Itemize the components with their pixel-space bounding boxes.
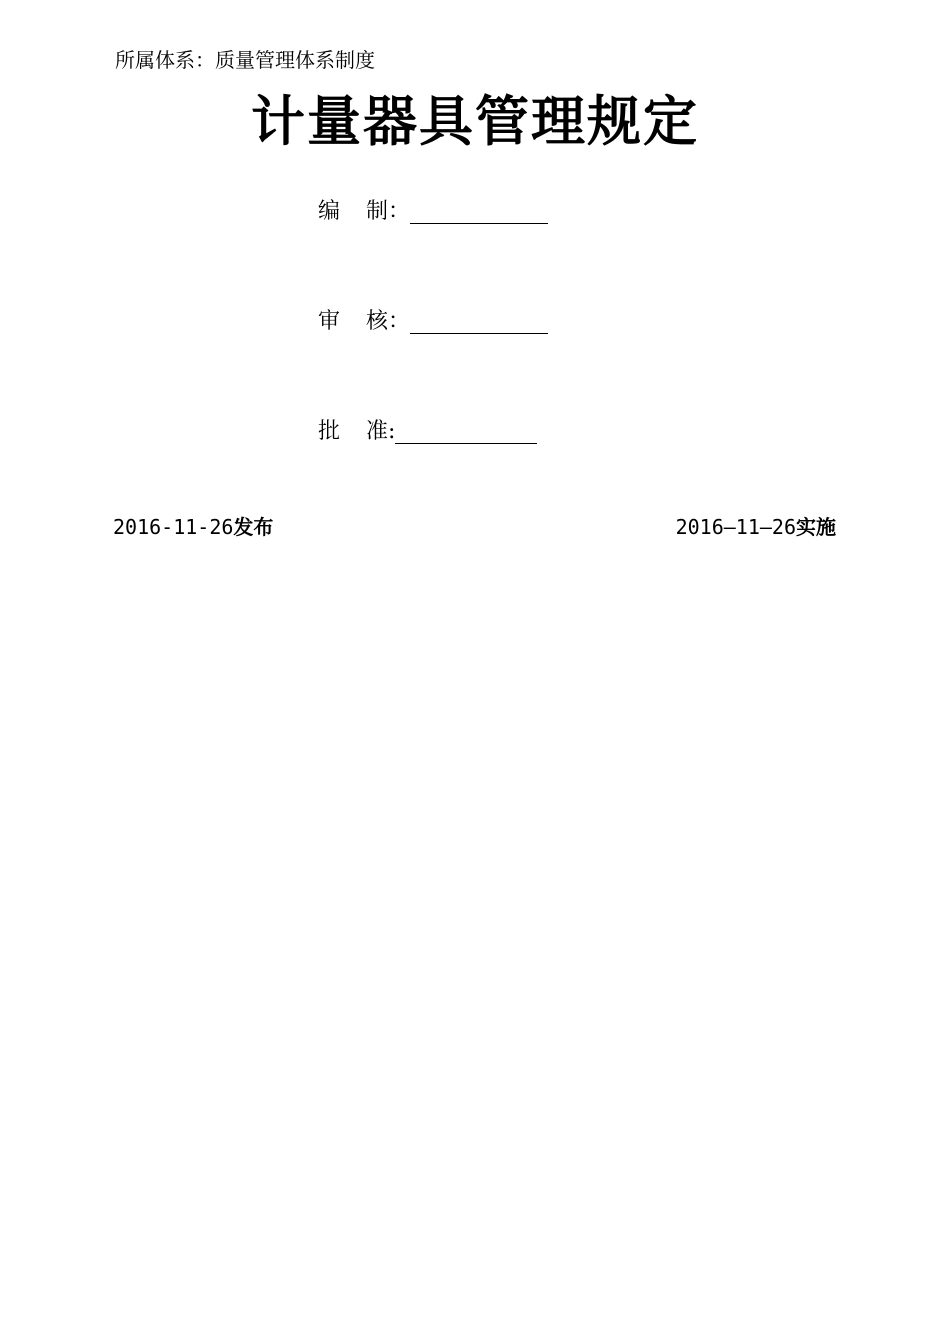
issue-date-value: 2016-11-26 bbox=[113, 515, 234, 539]
issue-date bbox=[113, 513, 273, 541]
approve-label-char2: 准 bbox=[366, 419, 389, 444]
issue-date-suffix: 发布 bbox=[233, 515, 274, 539]
compile-label-char2: 制 bbox=[366, 199, 389, 224]
effective-date-value: 2016—11—26 bbox=[675, 515, 796, 539]
compile-colon: ： bbox=[388, 199, 411, 224]
compile-signature-line bbox=[410, 195, 548, 224]
approve-colon: : bbox=[388, 419, 396, 444]
compile-signature-row bbox=[318, 195, 548, 229]
review-colon: ： bbox=[388, 309, 411, 334]
approve-label-char1: 批 bbox=[318, 419, 341, 444]
system-label: 所属体系：质量管理体系制度 bbox=[115, 48, 375, 72]
effective-date-suffix: 实施 bbox=[796, 515, 836, 539]
approve-signature-line bbox=[395, 415, 537, 444]
approve-signature-row bbox=[318, 415, 537, 449]
review-label-char1: 审 bbox=[318, 309, 341, 334]
document-title: 计量器具管理规定 bbox=[251, 90, 699, 153]
compile-label-char1: 编 bbox=[318, 199, 341, 224]
effective-date bbox=[676, 513, 836, 541]
review-signature-line bbox=[410, 305, 548, 334]
review-label-char2: 核 bbox=[366, 309, 389, 334]
review-signature-row bbox=[318, 305, 548, 339]
